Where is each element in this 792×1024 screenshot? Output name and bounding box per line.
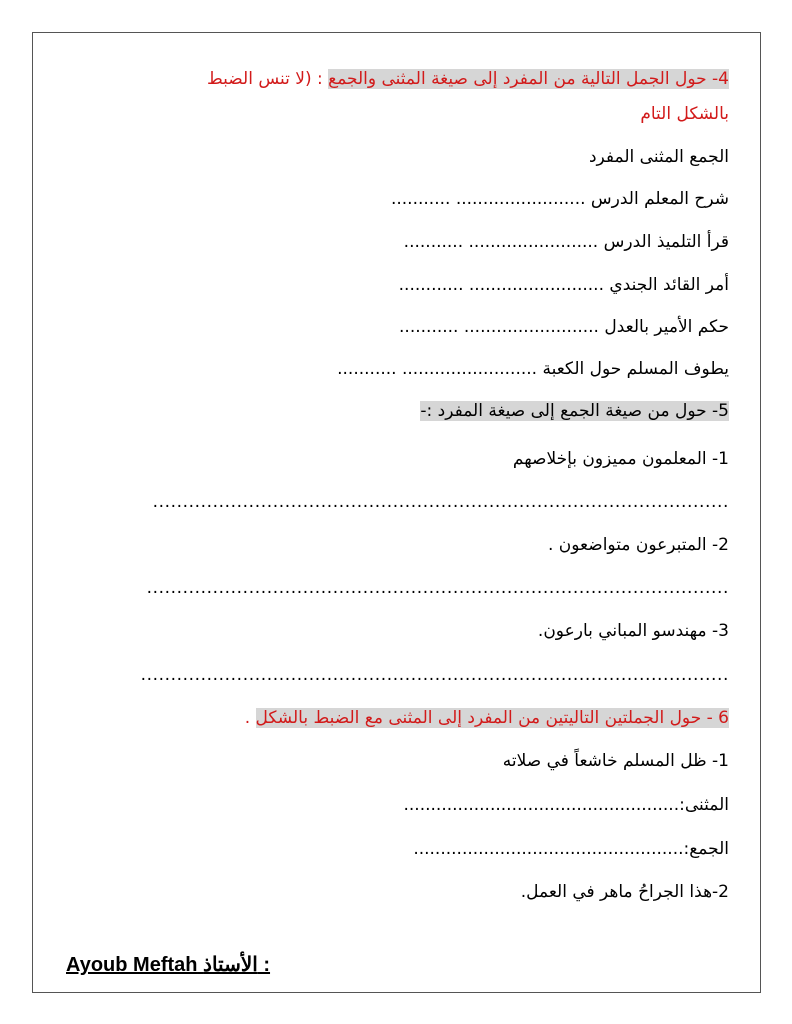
- q4-row-dots: ......................... ...........: [337, 359, 538, 379]
- q6-dual-label: المثنى:: [679, 795, 729, 815]
- q4-row: [337, 357, 729, 381]
- q5-answer-line: ................................................................................................: [152, 492, 729, 512]
- q4-row-dots: ......................... ...........: [399, 317, 599, 337]
- q4-row: [404, 230, 729, 254]
- q4-row-text: حكم الأمير بالعدل: [604, 317, 729, 337]
- q6-plural-dots: ..................................................: [413, 839, 684, 859]
- q5-item-text: 3- مهندسو المباني بارعون.: [537, 621, 729, 641]
- q4-row-dots: ......................... ............: [398, 275, 604, 295]
- q4-title-rest: : (لا تنس الضبط: [207, 69, 329, 89]
- q4-row-text: قرأ التلميذ الدرس: [603, 232, 729, 252]
- q6-item1: 1- ظل المسلم خاشعاً في صلاته: [502, 751, 729, 771]
- q6-dual-dots: ...................................................: [403, 795, 680, 815]
- q4-row-text: أمر القائد الجندي: [609, 275, 729, 295]
- q5-title-highlight: 5- حول من صيغة الجمع إلى صيغة المفرد :-: [420, 401, 729, 421]
- q4-title-line2: بالشكل التام: [640, 104, 729, 124]
- q5-item-text: 1- المعلمون مميزون بإخلاصهم: [512, 449, 729, 469]
- q4-title: [207, 67, 729, 91]
- teacher-signature: [66, 952, 270, 977]
- q5-title: [420, 399, 729, 423]
- q5-answer-line: ..................................................................................................: [140, 665, 729, 685]
- q6-item2: 2-هذا الجراحُ ماهر في العمل.: [520, 882, 729, 902]
- q6-title-tail: .: [244, 708, 256, 728]
- q5-answer-line: .................................................................................................: [146, 578, 729, 598]
- q6-title-highlight: 6 - حول الجملتين التاليتين من المفرد إلى المثنى مع الضبط بالشكل: [255, 708, 729, 728]
- q4-row: [399, 273, 729, 297]
- q6-plural-label: الجمع:: [683, 839, 729, 859]
- q4-title-highlight: 4- حول الجمل التالية من المفرد إلى صيغة المثنى والجمع: [328, 69, 729, 89]
- q6-plural-line: [413, 837, 729, 861]
- q4-columns-header: الجمع المثنى المفرد: [588, 147, 729, 167]
- teacher-label: الأستاذ :: [203, 954, 271, 976]
- q4-row-dots: ........................ ...........: [390, 189, 586, 209]
- q4-row-dots: ........................ ...........: [403, 232, 599, 252]
- q6-title: [245, 706, 729, 730]
- teacher-name: Ayoub Meftah: [66, 954, 198, 976]
- q4-row: [399, 315, 729, 339]
- q4-row-text: يطوف المسلم حول الكعبة: [542, 359, 729, 379]
- q5-item-text: 2- المتبرعون متواضعون .: [547, 535, 729, 555]
- q4-row-text: شرح المعلم الدرس: [590, 189, 729, 209]
- q6-dual-line: [404, 793, 730, 817]
- q4-row: [391, 187, 729, 211]
